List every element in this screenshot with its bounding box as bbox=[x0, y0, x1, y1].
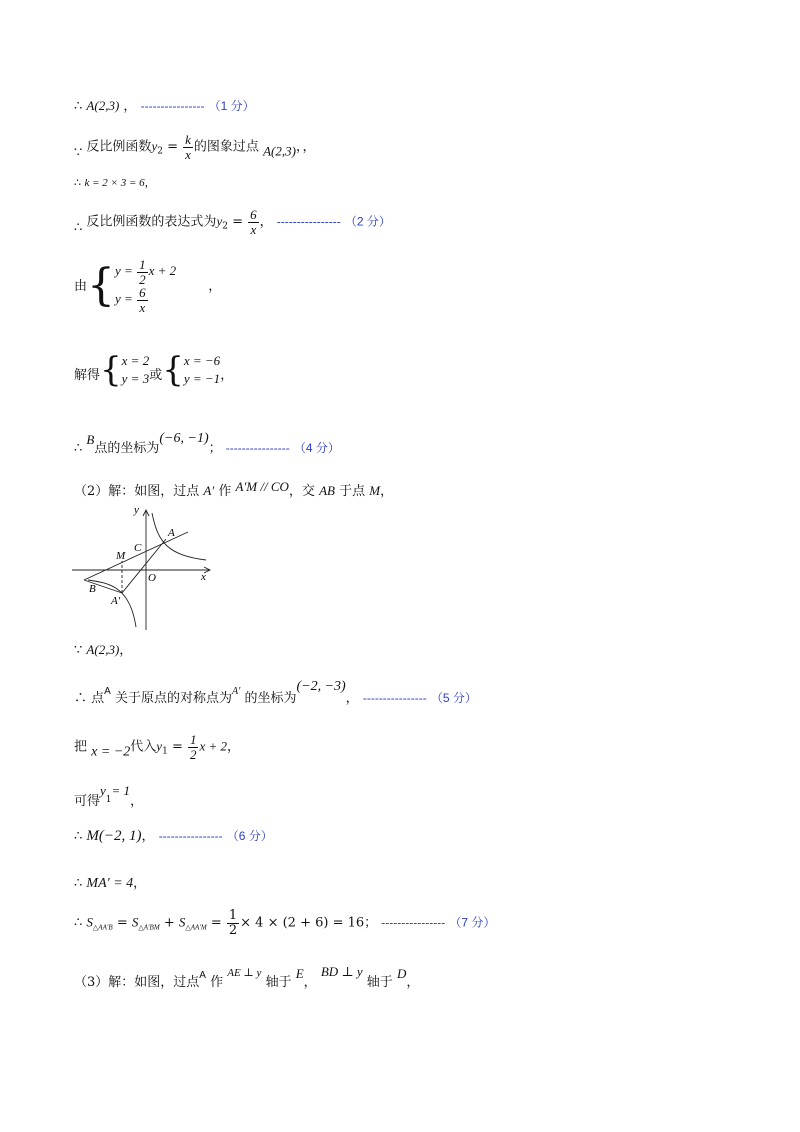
point-e: E bbox=[295, 966, 304, 981]
numerator: 6 bbox=[139, 285, 146, 301]
lhs: y = bbox=[115, 263, 133, 279]
punct: ， bbox=[227, 739, 241, 755]
line-3 bbox=[74, 177, 156, 189]
therefore-symbol: ∴ bbox=[74, 441, 83, 456]
y-value: y = −1 bbox=[183, 370, 221, 386]
line-4 bbox=[74, 208, 391, 236]
text: 关于原点的对称点为 bbox=[114, 691, 232, 706]
therefore-symbol: ∴ bbox=[74, 176, 81, 189]
text: 点的坐标为 bbox=[94, 441, 160, 456]
line-16 bbox=[74, 965, 419, 989]
parallel-expr: A′M // CO bbox=[235, 479, 289, 494]
equals: = bbox=[232, 214, 243, 230]
plus: + bbox=[163, 915, 175, 931]
text: 作 bbox=[218, 484, 232, 499]
text: 由 bbox=[74, 278, 88, 294]
score-5: （5 分） bbox=[430, 691, 477, 705]
score-dash: ---------------- bbox=[362, 691, 427, 705]
denominator: 2 bbox=[189, 746, 197, 762]
denominator: x bbox=[250, 221, 257, 237]
label-x: x bbox=[201, 571, 206, 583]
equation-2 bbox=[115, 286, 176, 314]
point-a: A(2,3) bbox=[263, 143, 296, 159]
subscript: △AA′M bbox=[185, 923, 207, 932]
rhs: x + 2 bbox=[199, 738, 228, 754]
because-symbol: ∵ bbox=[74, 643, 83, 658]
point-m-expr: M(−2, 1) bbox=[86, 828, 142, 844]
lhs: y = bbox=[115, 291, 133, 307]
punct: ， bbox=[133, 876, 147, 891]
punct: ； bbox=[364, 915, 378, 931]
line-13 bbox=[74, 829, 273, 844]
therefore-symbol: ∴ bbox=[74, 99, 83, 114]
k-expr: k = 2 × 3 = 6 bbox=[84, 177, 145, 189]
line-2 bbox=[74, 133, 315, 161]
y1-symbol: y bbox=[100, 783, 106, 798]
line-7 bbox=[74, 432, 340, 455]
x-value: x = 2 bbox=[121, 353, 150, 368]
coord-b: (−6, −1) bbox=[159, 431, 209, 446]
point-a: A bbox=[104, 686, 111, 697]
point-d: D bbox=[396, 966, 407, 981]
numerator: 1 bbox=[139, 257, 146, 272]
left-brace: { bbox=[100, 349, 122, 390]
fraction-half bbox=[137, 258, 148, 286]
denominator: 2 bbox=[228, 922, 238, 938]
line-5 bbox=[74, 258, 221, 315]
y1-symbol: y bbox=[156, 738, 163, 754]
score-4: （4 分） bbox=[293, 441, 340, 455]
function-graph-figure bbox=[70, 505, 220, 635]
left-brace: { bbox=[162, 349, 184, 390]
score-dash: ---------------- bbox=[140, 99, 205, 113]
subscript: 1 bbox=[162, 746, 168, 757]
fraction-half bbox=[188, 733, 199, 761]
text: （3）解：如图，过点 bbox=[74, 975, 200, 990]
punct: ， bbox=[259, 214, 273, 230]
line-9 bbox=[74, 643, 132, 657]
area-symbol: S bbox=[178, 914, 186, 930]
punct: ， bbox=[303, 975, 317, 990]
solution-1 bbox=[122, 352, 150, 387]
line-1 bbox=[74, 99, 255, 113]
line-15 bbox=[74, 909, 495, 937]
therefore-symbol: ∴ bbox=[74, 220, 83, 236]
line-ab bbox=[84, 532, 188, 580]
therefore-symbol: ∴ bbox=[74, 915, 83, 931]
score-1: （1 分） bbox=[208, 99, 255, 113]
label-o: O bbox=[148, 572, 156, 584]
point-m: M bbox=[369, 483, 381, 498]
punct: ， bbox=[380, 484, 394, 499]
fraction-k-over-x bbox=[183, 133, 193, 161]
subscript: 2 bbox=[222, 221, 228, 232]
point-a-expr: A(2,3) bbox=[86, 98, 120, 113]
rhs: × 4 × (2 + 6) = 16 bbox=[240, 915, 365, 931]
punct: ， bbox=[144, 176, 156, 189]
perp-ae: AE ⊥ y bbox=[227, 967, 262, 979]
y2-symbol: y bbox=[216, 213, 223, 229]
equals: = bbox=[116, 915, 128, 931]
score-dash: ---------------- bbox=[276, 214, 341, 229]
equals: = bbox=[171, 739, 183, 755]
score-2: （2 分） bbox=[344, 214, 391, 229]
point-a-prime: A′ bbox=[232, 686, 241, 697]
therefore-symbol: ∴ bbox=[74, 876, 83, 891]
y2-symbol: y bbox=[151, 138, 158, 154]
equation-system bbox=[115, 258, 176, 315]
text: ，交 bbox=[288, 484, 315, 499]
line-11 bbox=[74, 733, 240, 761]
punct: ， bbox=[406, 975, 420, 990]
label-m: M bbox=[116, 550, 126, 562]
score-dash: ---------------- bbox=[225, 441, 290, 455]
x-value: x = −2 bbox=[91, 744, 131, 760]
punct: ， bbox=[141, 829, 155, 844]
line-12 bbox=[74, 784, 143, 808]
punct: ， bbox=[130, 794, 144, 809]
therefore-symbol: ∴ bbox=[74, 829, 83, 844]
punct: ； bbox=[208, 441, 222, 456]
score-7: （7 分） bbox=[449, 915, 496, 930]
equals: = bbox=[167, 139, 178, 155]
area-symbol: S bbox=[86, 914, 93, 930]
subscript: △A′BM bbox=[138, 923, 160, 932]
text: 作 bbox=[210, 975, 224, 990]
label-c: C bbox=[134, 542, 142, 554]
denominator: x bbox=[185, 146, 191, 162]
fraction-6-over-x bbox=[137, 286, 148, 314]
denominator: 2 bbox=[139, 271, 146, 287]
area-symbol: S bbox=[131, 914, 139, 930]
point-a: A bbox=[199, 970, 206, 981]
numerator: 1 bbox=[189, 732, 197, 747]
point-a-prime: A′ bbox=[203, 483, 215, 498]
punct: ， bbox=[345, 691, 359, 706]
subscript: 2 bbox=[157, 146, 163, 157]
label-a-prime: A′ bbox=[111, 595, 121, 607]
score-6: （6 分） bbox=[226, 829, 273, 843]
text: （2）解：如图，过点 bbox=[74, 484, 200, 499]
perp-bd: BD ⊥ y bbox=[320, 964, 363, 979]
punct: ，， bbox=[295, 139, 316, 155]
fraction-half bbox=[227, 909, 239, 937]
numerator: 1 bbox=[228, 908, 238, 923]
label-b: B bbox=[89, 583, 96, 595]
segment-a-prime-a bbox=[122, 539, 166, 593]
punct: ， bbox=[208, 278, 222, 294]
text: 点 bbox=[91, 691, 105, 706]
text: 反比例函数的表达式为 bbox=[86, 214, 217, 230]
line-10 bbox=[74, 680, 477, 705]
left-brace: { bbox=[87, 260, 116, 312]
line-6 bbox=[74, 349, 234, 390]
punct: ， bbox=[220, 368, 234, 384]
or-text: 或 bbox=[149, 368, 163, 384]
text: 代入 bbox=[130, 739, 157, 755]
equation-1 bbox=[115, 258, 176, 286]
text: 的图象过点 bbox=[193, 139, 259, 155]
because-symbol: ∵ bbox=[74, 145, 83, 161]
rhs: x + 2 bbox=[148, 263, 177, 279]
text: 于点 bbox=[339, 484, 366, 499]
point-b: B bbox=[86, 432, 95, 447]
solution-2 bbox=[184, 352, 220, 387]
text: 反比例函数 bbox=[86, 139, 152, 155]
line-8 bbox=[74, 480, 393, 498]
denominator: x bbox=[139, 299, 146, 315]
text: 解得 bbox=[74, 368, 101, 384]
x-value: x = −6 bbox=[183, 353, 221, 368]
fraction-6-over-x bbox=[248, 208, 259, 236]
text: 轴于 bbox=[366, 975, 393, 990]
score-dash: ---------------- bbox=[381, 915, 446, 930]
ma-prime-expr: MA′ = 4 bbox=[86, 876, 134, 891]
coord-a-prime: (−2, −3) bbox=[296, 679, 346, 694]
text: 轴于 bbox=[265, 975, 292, 990]
segment-ab: AB bbox=[319, 483, 335, 498]
point-a-expr: A(2,3) bbox=[86, 642, 120, 657]
punct: ， bbox=[119, 643, 133, 658]
punct: ， bbox=[123, 99, 137, 114]
numerator: k bbox=[185, 132, 191, 147]
subscript: 1 bbox=[105, 795, 112, 805]
numerator: 6 bbox=[250, 207, 257, 222]
y-value: y = 3 bbox=[121, 370, 150, 386]
label-a: A bbox=[168, 527, 175, 539]
label-y: y bbox=[134, 505, 139, 516]
equals: = bbox=[210, 915, 222, 931]
therefore-symbol: ∴ bbox=[74, 691, 88, 706]
line-14 bbox=[74, 877, 146, 891]
rhs: = 1 bbox=[111, 783, 131, 798]
score-dash: ---------------- bbox=[158, 829, 223, 843]
text: 的坐标为 bbox=[244, 691, 297, 706]
subscript: △AA′B bbox=[92, 923, 113, 932]
text: 把 bbox=[74, 739, 88, 755]
text: 可得 bbox=[74, 794, 101, 809]
